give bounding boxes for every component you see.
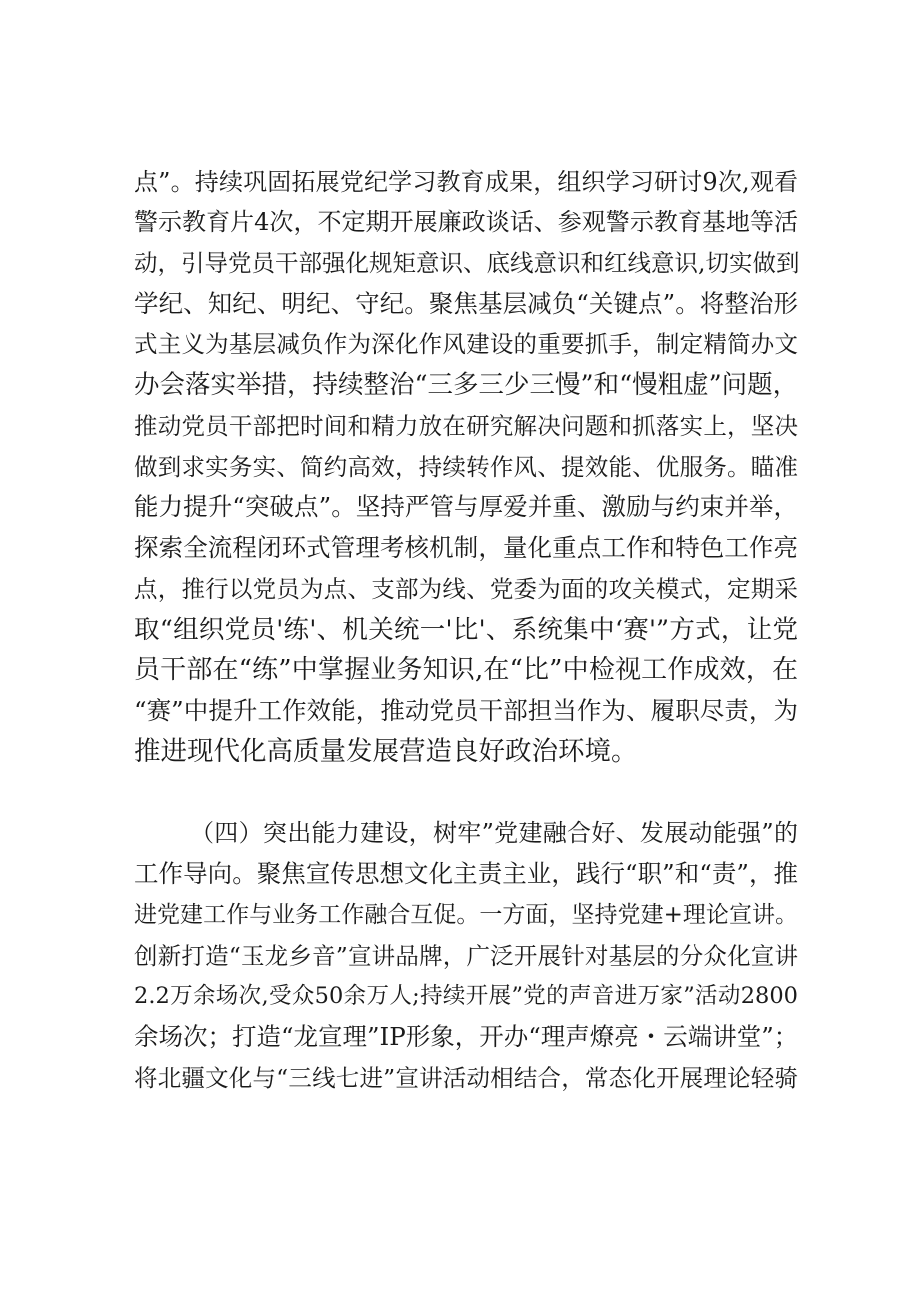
text-line: 做到求实务实、简约高效，持续转作风、提效能、优服务。瞄准 [134, 453, 798, 481]
text-line: 学纪、知纪、明纪、守纪。聚焦基层减负“关键点”。将整治形 [134, 289, 798, 318]
text-line: 将北疆文化与“三线七进”宣讲活动相结合，常态化开展理论轻骑 [134, 1064, 798, 1092]
text-line: 2.2万余场次,受众50余万人;持续开展”党的声音进万家”活动2800 [134, 983, 798, 1009]
text-line: 点，推行以党员为点、支部为线、党委为面的攻关模式，定期采 [134, 575, 798, 603]
text-line: 能力提升“突破点”。坚持严管与厚爱并重、激励与约束并举， [134, 492, 798, 521]
text-line: 办会落实举措，持续整治“三多三少三慢”和“慢粗虚”问题， [134, 370, 799, 400]
text-line: 式主义为基层减负作为深化作风建设的重要抓手，制定精简办文 [134, 330, 798, 358]
text-line: 点”。持续巩固拓展党纪学习教育成果，组织学习研讨9次,观看 [134, 168, 798, 196]
text-line: 动，引导党员干部强化规矩意识、底线意识和红线意识,切实做到 [134, 249, 800, 277]
text-line: （四）突出能力建设，树牢”党建融合好、发展动能强”的 [190, 819, 798, 847]
text-line: 警示教育片4次，不定期开展廉政谈话、参观警示教育基地等活 [134, 208, 798, 236]
text-line: 工作导向。聚焦宣传思想文化主责主业，践行“职”和“责”，推 [134, 859, 798, 888]
text-line: 余场次；打造“龙宣理”IP形象，开办“理声燎亮・云端讲堂”； [134, 1022, 799, 1051]
text-line: “赛”中提升工作效能，推动党员干部担当作为、履职尽责，为 [134, 696, 798, 725]
text-line: 员干部在“练”中掌握业务知识,在“比”中检视工作成效，在 [134, 655, 798, 685]
text-line: 推动党员干部把时间和精力放在研究解决问题和抓落实上，坚决 [134, 412, 798, 440]
text-line: 探索全流程闭环式管理考核机制，量化重点工作和特色工作亮 [134, 533, 798, 562]
text-line: 创新打造“玉龙乡音”宣讲品牌，广泛开展针对基层的分众化宣讲 [134, 942, 798, 970]
text-line: 推进现代化高质量发展营造良好政治环境。 [134, 736, 638, 767]
text-line: 取“组织党员'练'、机关统一'比'、系统集中‘赛'”方式，让党 [134, 615, 798, 645]
text-line: 进党建工作与业务工作融合互促。一方面，坚持党建+理论宣讲。 [134, 902, 798, 928]
